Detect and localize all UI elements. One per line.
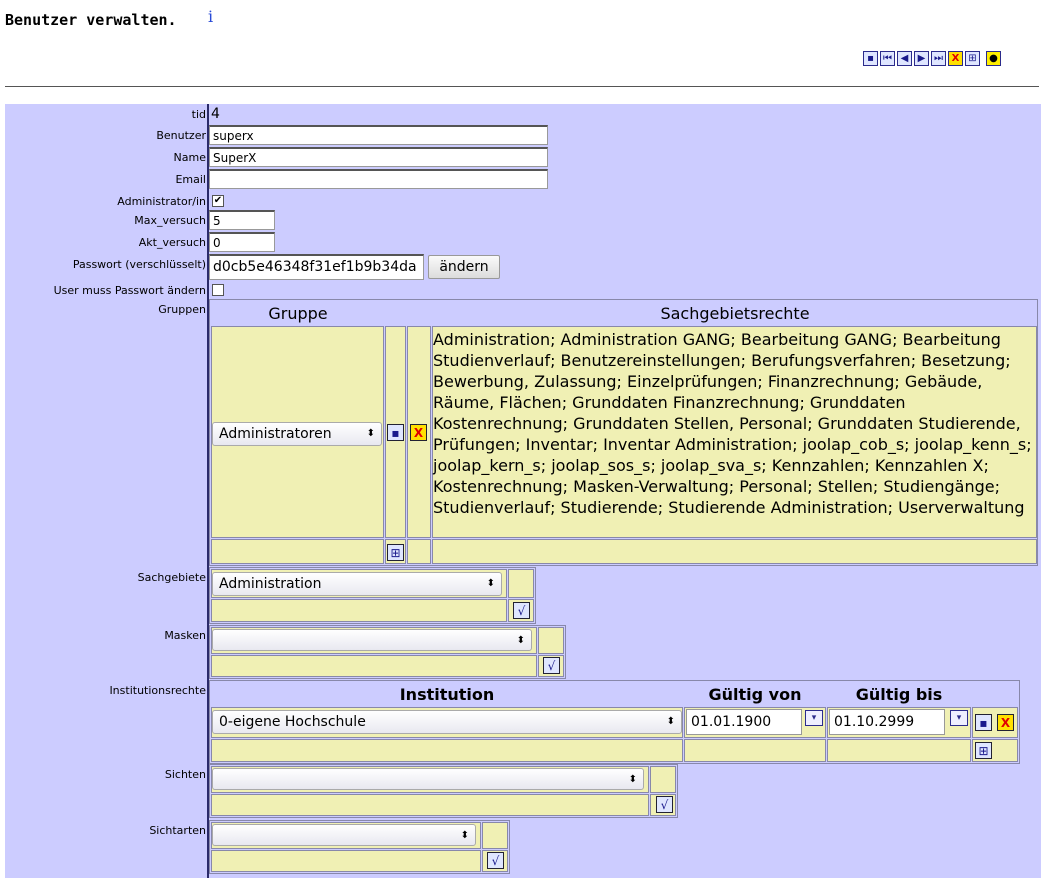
extra-icon[interactable]: ● xyxy=(986,51,1001,66)
header-divider xyxy=(5,86,1039,87)
passwort-input[interactable]: d0cb5e46348f31ef1b9b34da xyxy=(209,254,424,280)
institution-column-header: Institution xyxy=(399,685,495,704)
first-record-icon[interactable]: ⏮ xyxy=(880,51,895,66)
akt-versuch-input[interactable]: 0 xyxy=(209,232,275,252)
name-input[interactable]: SuperX xyxy=(209,147,548,167)
sachgebiete-spacer xyxy=(508,569,534,598)
calendar-icon[interactable]: ▾ xyxy=(950,710,968,726)
masken-spacer xyxy=(538,627,564,654)
gueltig-bis-input[interactable]: 01.10.2999 xyxy=(829,709,945,735)
sachgebiete-select[interactable] xyxy=(212,572,502,596)
new-record-icon[interactable]: ⊞ xyxy=(965,51,980,66)
institution-bottom xyxy=(211,739,683,762)
name-label: Name xyxy=(173,151,206,164)
sachgebiete-ok-icon[interactable]: √ xyxy=(513,602,530,619)
gruppe-column-header: Gruppe xyxy=(268,304,328,323)
sichtarten-ok-icon[interactable]: √ xyxy=(487,852,504,869)
sichten-ok-icon[interactable]: √ xyxy=(656,796,673,813)
sichten-bottom xyxy=(211,794,649,816)
passwort-label: Passwort (verschlüsselt) xyxy=(72,258,206,271)
passwort-aendern-button[interactable]: ändern xyxy=(428,255,500,279)
gruppe-add-spacer xyxy=(407,539,431,564)
gueltig-bis-bottom xyxy=(827,739,971,762)
sachgebiete-label: Sachgebiete xyxy=(137,571,206,584)
benutzer-label: Benutzer xyxy=(156,129,206,142)
sachgebiete-bottom xyxy=(211,599,507,622)
institution-select-value: 0-eigene Hochschule xyxy=(219,714,366,730)
benutzer-input[interactable]: superx xyxy=(209,125,548,145)
rechte-add-spacer xyxy=(432,539,1037,564)
email-input[interactable] xyxy=(209,169,548,189)
admin-label: Administrator/in xyxy=(117,195,206,208)
sachgebiete-select-value: Administration xyxy=(219,576,322,592)
select-arrow-icon: ⬍ xyxy=(366,428,375,439)
institution-add-icon[interactable]: ⊞ xyxy=(975,742,992,759)
delete-icon[interactable]: X xyxy=(948,51,963,66)
previous-record-icon[interactable]: ◀ xyxy=(897,51,912,66)
sichtarten-label: Sichtarten xyxy=(149,824,206,837)
masken-ok-icon[interactable]: √ xyxy=(543,657,560,674)
gueltig-von-bottom xyxy=(684,739,826,762)
gueltig-von-input[interactable]: 01.01.1900 xyxy=(686,709,802,735)
max-versuch-label: Max_versuch xyxy=(134,214,206,227)
admin-checkbox[interactable]: ✔ xyxy=(213,195,223,206)
info-link[interactable]: i xyxy=(208,7,214,26)
email-label: Email xyxy=(175,173,206,186)
masken-select[interactable] xyxy=(212,629,532,651)
institutionsrechte-label: Institutionsrechte xyxy=(109,684,206,697)
rechte-column-header: Sachgebietsrechte xyxy=(660,304,810,323)
gruppen-label: Gruppen xyxy=(158,303,206,316)
gruppe-add-row xyxy=(211,539,384,564)
save-icon[interactable]: ▪ xyxy=(863,51,878,66)
sachgebietsrechte-text: Administration; Administration GANG; Bearbeitung GANG; Bearbeitung Studienverlauf; Benutzereinstellungen; Berufungsverfahren; Besetzung; Bewerbung, Zulassung; Einzelprüfungen; Finanzrechnung; Gebäude, Räume, Flächen; Grunddaten Finanzrechnung; Grunddaten Kostenrechnung; Grunddaten Stellen, Personal; Grunddaten Studierende, Prüfungen; Inventar; Inventar Administration; joolap_cob_s; joolap_kenn_s; joolap_kern_s; joolap_sos_s; joolap_sva_s; Kennzahlen; Kennzahlen X; Kostenrechnung; Masken-Verwaltung; Personal; Stellen; Studiengänge; Studienverlauf; Studierende; Studierende Administration; Userverwaltung xyxy=(433,330,1032,517)
masken-bottom xyxy=(211,655,537,677)
institution-select[interactable] xyxy=(212,710,682,734)
record-toolbar xyxy=(863,51,1001,66)
gruppe-select-value: Administratoren xyxy=(219,426,332,442)
sichten-select[interactable] xyxy=(212,768,644,790)
tid-label: tid xyxy=(191,108,206,121)
gueltig-von-column-header: Gültig von xyxy=(708,685,802,704)
page-title: Benutzer verwalten. xyxy=(5,11,177,29)
calendar-icon[interactable]: ▾ xyxy=(805,710,823,726)
akt-versuch-label: Akt_versuch xyxy=(138,236,206,249)
sichten-label: Sichten xyxy=(164,768,206,781)
gruppe-add-icon[interactable]: ⊞ xyxy=(387,544,404,561)
max-versuch-input[interactable]: 5 xyxy=(209,210,275,230)
user-muss-label: User muss Passwort ändern xyxy=(53,284,206,297)
last-record-icon[interactable]: ⏭ xyxy=(931,51,946,66)
user-muss-checkbox[interactable] xyxy=(212,284,224,296)
select-arrow-icon: ⬍ xyxy=(666,716,675,727)
gruppe-save-icon[interactable]: ▪ xyxy=(387,424,404,441)
masken-label: Masken xyxy=(164,629,206,642)
next-record-icon[interactable]: ▶ xyxy=(914,51,929,66)
sichten-spacer xyxy=(650,766,676,793)
gueltig-bis-column-header: Gültig bis xyxy=(855,685,943,704)
gruppe-delete-icon[interactable]: X xyxy=(410,424,427,441)
institution-save-icon[interactable]: ▪ xyxy=(975,714,992,731)
sichtarten-bottom xyxy=(211,850,481,872)
sichtarten-select[interactable] xyxy=(212,824,476,846)
select-arrow-icon: ⬍ xyxy=(628,774,637,785)
select-arrow-icon: ⬍ xyxy=(460,830,469,841)
tid-value: 4 xyxy=(211,106,220,122)
select-arrow-icon: ⬍ xyxy=(486,578,495,589)
institution-delete-icon[interactable]: X xyxy=(997,714,1014,731)
gruppe-select[interactable] xyxy=(212,422,382,446)
sichtarten-spacer xyxy=(482,822,508,849)
select-arrow-icon: ⬍ xyxy=(516,635,525,646)
